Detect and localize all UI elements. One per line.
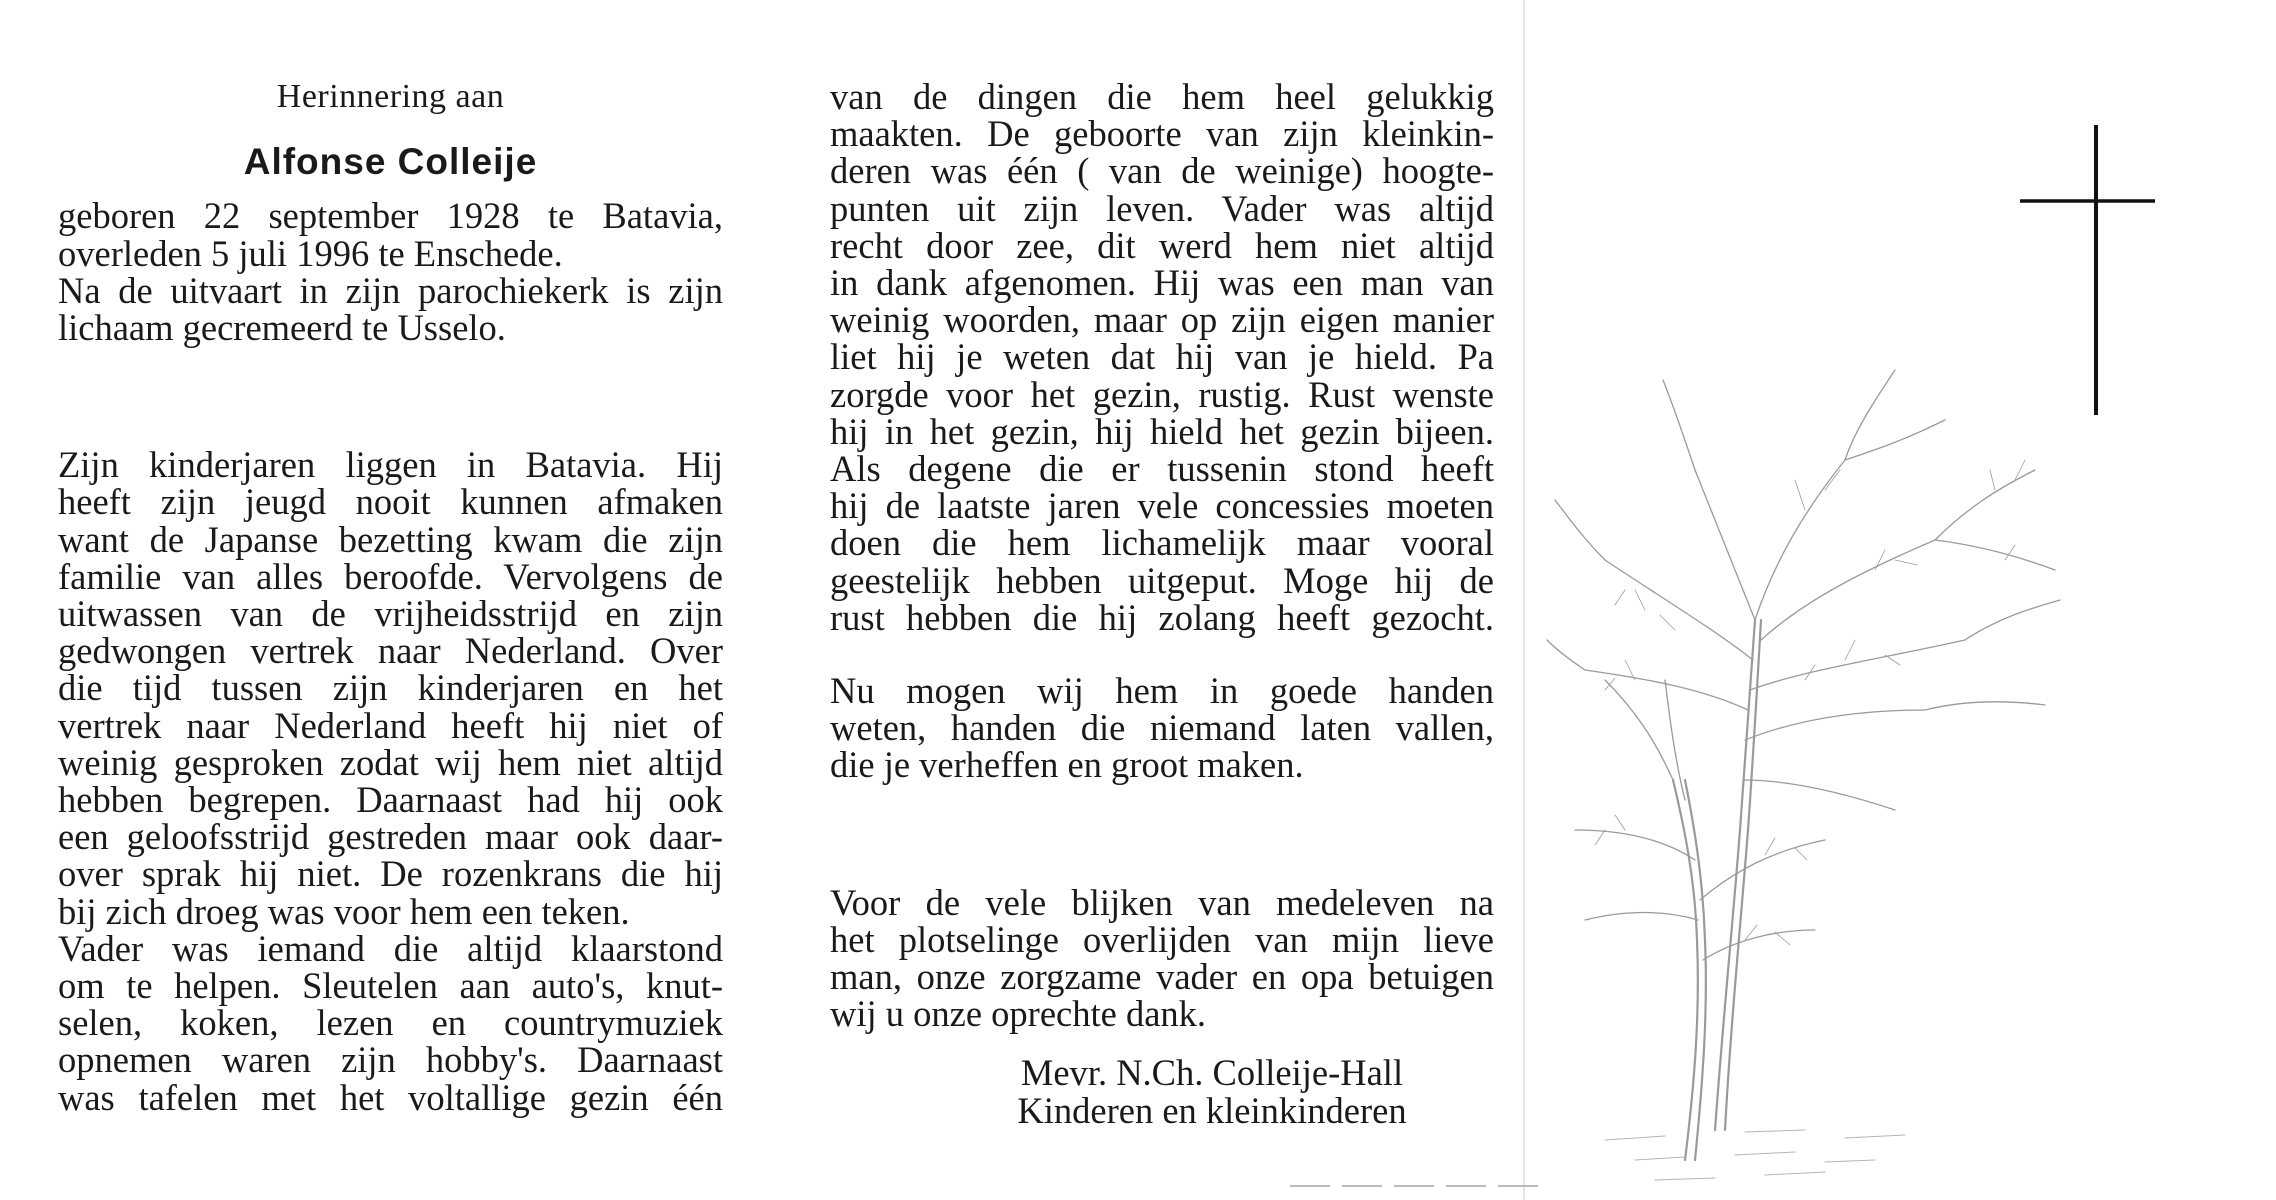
bio-line: Als degene die er tussenin stond heeft <box>830 448 1494 490</box>
bio-line: uitwassen van de vrijheidsstrijd en zijn <box>58 593 723 635</box>
blessing <box>830 672 1494 784</box>
bio-line: opnemen waren zijn hobby's. Daarnaast <box>58 1039 723 1081</box>
bio-line: heeft zijn jeugd nooit kunnen afmaken <box>58 481 723 523</box>
signature-line: Kinderen en kleinkinderen <box>1017 1089 1407 1131</box>
bio-line: Zijn kinderjaren liggen in Batavia. Hij <box>58 444 723 486</box>
details-line: lichaam gecremeerd te Usselo. <box>58 307 506 349</box>
thanks-line: man, onze zorgzame vader en opa betuigen <box>830 956 1494 998</box>
blessing-line: die je verheffen en groot maken. <box>830 744 1304 786</box>
bio-line: maakten. De geboorte van zijn kleinkin- <box>830 113 1494 155</box>
bio-line: die tijd tussen zijn kinderjaren en het <box>58 667 723 709</box>
life-details <box>58 195 723 349</box>
bio-line: want de Japanse bezetting kwam die zijn <box>58 518 723 560</box>
middle-panel <box>830 78 1494 1129</box>
bio-line: familie van alles beroofde. Vervolgens de <box>58 555 723 597</box>
bio-line: selen, koken, lezen en countrymuziek <box>58 1002 723 1044</box>
signature <box>830 1052 1494 1131</box>
thanks <box>830 881 1494 1035</box>
bio-line: Vader was iemand die altijd klaarstond <box>58 927 723 969</box>
blessing-line: weten, handen die niemand laten vallen, <box>830 707 1494 749</box>
left-panel <box>58 78 723 1116</box>
bio-line: om te helpen. Sleutelen aan auto's, knut- <box>58 965 723 1007</box>
memorial-intro: Herinnering aan <box>276 78 505 115</box>
bio-line: hij de laatste jaren vele concessies moeten <box>830 485 1494 527</box>
details-line: geboren 22 september 1928 te Batavia, <box>58 195 723 237</box>
bio-line: gedwongen vertrek naar Nederland. Over <box>58 630 723 672</box>
bio-line: zorgde voor het gezin, rustig. Rust wenste <box>830 373 1494 415</box>
biography-continued <box>830 78 1494 636</box>
bio-line: was tafelen met het voltallige gezin één <box>58 1076 723 1118</box>
blessing-line: Nu mogen wij hem in goede handen <box>830 670 1494 712</box>
bio-line: hebben begrepen. Daarnaast had hij ook <box>58 779 723 821</box>
signature-line: Mevr. N.Ch. Colleije-Hall <box>1020 1052 1404 1094</box>
bio-line: over sprak hij niet. De rozenkrans die hij <box>58 853 723 895</box>
bio-line: recht door zee, dit werd hem niet altijd <box>830 224 1494 266</box>
bio-line: deren was één ( van de weinige) hoogte- <box>830 150 1494 192</box>
bio-line: liet hij je weten dat hij van je hield. Pa <box>830 336 1494 378</box>
thanks-line: wij u onze oprechte dank. <box>830 993 1207 1035</box>
bio-line: in dank afgenomen. Hij was een man van <box>830 262 1494 304</box>
bio-line: geestelijk hebben uitgeput. Moge hij de <box>830 559 1494 601</box>
bio-line: van de dingen die hem heel gelukkig <box>830 76 1494 117</box>
thanks-line: Voor de vele blijken van medeleven na <box>830 881 1494 923</box>
bio-line: punten uit zijn leven. Vader was altijd <box>830 187 1494 229</box>
card-fold <box>1523 0 1525 1200</box>
bio-line: vertrek naar Nederland heeft hij niet of <box>58 704 723 746</box>
bio-line: hij in het gezin, hij hield het gezin bijeen. <box>830 410 1494 452</box>
bio-line: bij zich droeg was voor hem een teken. <box>58 890 630 932</box>
thanks-line: het plotselinge overlijden van mijn lieve <box>830 918 1494 960</box>
details-line: Na de uitvaart in zijn parochiekerk is zijn <box>58 269 723 311</box>
edge-mark <box>1290 1183 1540 1189</box>
bio-line: weinig gesproken zodat wij hem niet altijd <box>58 741 723 783</box>
bio-line: weinig woorden, maar op zijn eigen manier <box>830 299 1494 341</box>
biography <box>58 446 723 1116</box>
bio-line: rust hebben die hij zolang heeft gezocht. <box>830 596 1494 638</box>
tree-illustration <box>1545 360 2065 1190</box>
details-line: overleden 5 juli 1996 te Enschede. <box>58 232 563 274</box>
bio-line: een geloofsstrijd gestreden maar ook daar- <box>58 816 723 858</box>
deceased-name: Alfonse Colleije <box>243 141 538 183</box>
bio-line: doen die hem lichamelijk maar vooral <box>830 522 1494 564</box>
